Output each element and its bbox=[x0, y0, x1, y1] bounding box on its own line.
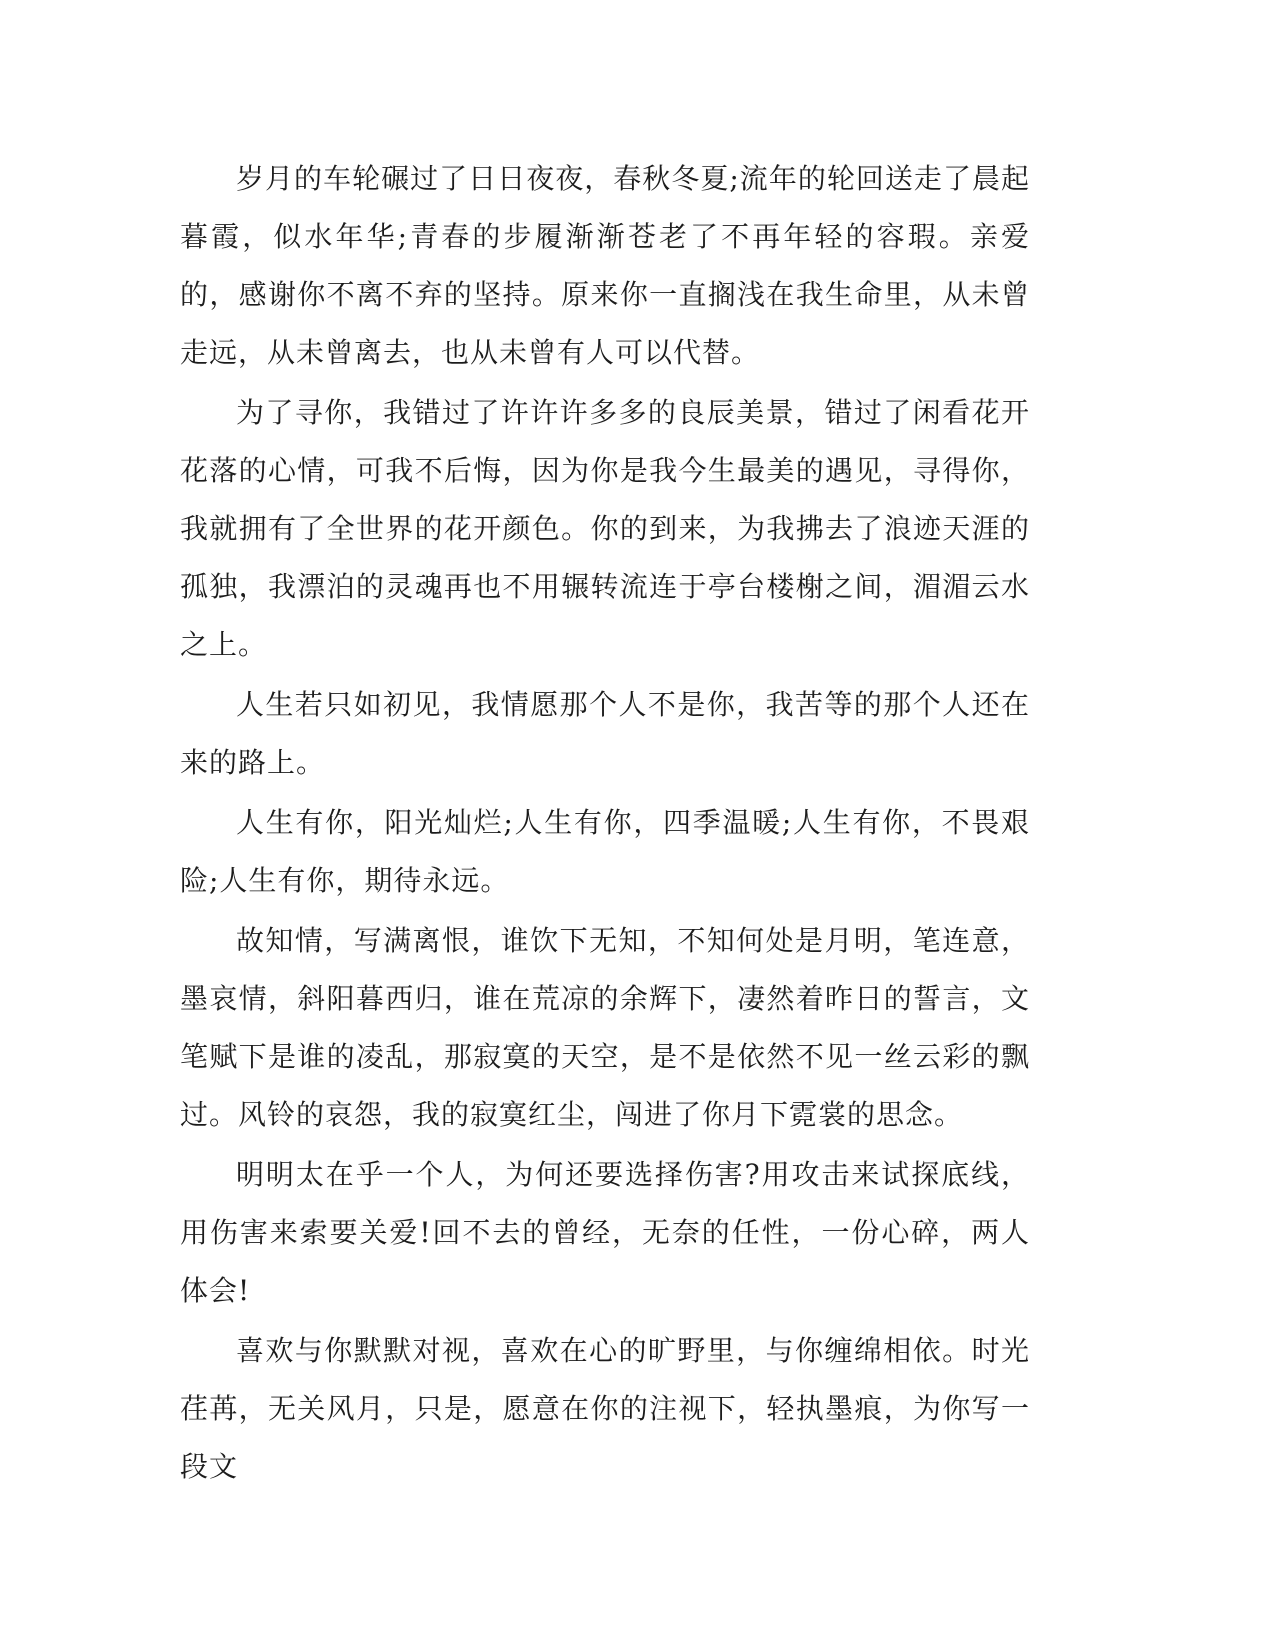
paragraph-1: 岁月的车轮碾过了日日夜夜，春秋冬夏;流年的轮回送走了晨起暮霞，似水年华;青春的步履渐渐苍老了不再年轻的容瑕。亲爱的，感谢你不离不弃的坚持。原来你一直搁浅在我生命里，从未曾走远，从未曾离去，也从未曾有人可以代替。 bbox=[180, 162, 1030, 369]
paragraph-5: 故知情，写满离恨，谁饮下无知，不知何处是月明，笔连意，墨哀情，斜阳暮西归，谁在荒凉的余辉下，凄然着昨日的誓言，文笔赋下是谁的凌乱，那寂寞的天空，是不是依然不见一丝云彩的飘过。风铃的哀怨，我的寂寞红尘，闯进了你月下霓裳的思念。 bbox=[180, 924, 1030, 1131]
paragraph-6: 明明太在乎一个人，为何还要选择伤害?用攻击来试探底线，用伤害来索要关爱!回不去的曾经，无奈的任性，一份心碎，两人体会! bbox=[180, 1158, 1030, 1307]
paragraph-3: 人生若只如初见，我情愿那个人不是你，我苦等的那个人还在来的路上。 bbox=[180, 688, 1030, 779]
paragraph-7: 喜欢与你默默对视，喜欢在心的旷野里，与你缠绵相依。时光荏苒，无关风月，只是，愿意在你的注视下，轻执墨痕，为你写一段文 bbox=[180, 1334, 1030, 1483]
paragraph-2: 为了寻你，我错过了许许许多多的良辰美景，错过了闲看花开花落的心情，可我不后悔，因为你是我今生最美的遇见，寻得你，我就拥有了全世界的花开颜色。你的到来，为我拂去了浪迹天涯的孤独，我漂泊的灵魂再也不用辗转流连于亭台楼榭之间，湄湄云水之上。 bbox=[180, 396, 1030, 661]
document-body bbox=[180, 150, 1030, 1498]
paragraph-4: 人生有你，阳光灿烂;人生有你，四季温暖;人生有你，不畏艰险;人生有你，期待永远。 bbox=[180, 806, 1030, 897]
